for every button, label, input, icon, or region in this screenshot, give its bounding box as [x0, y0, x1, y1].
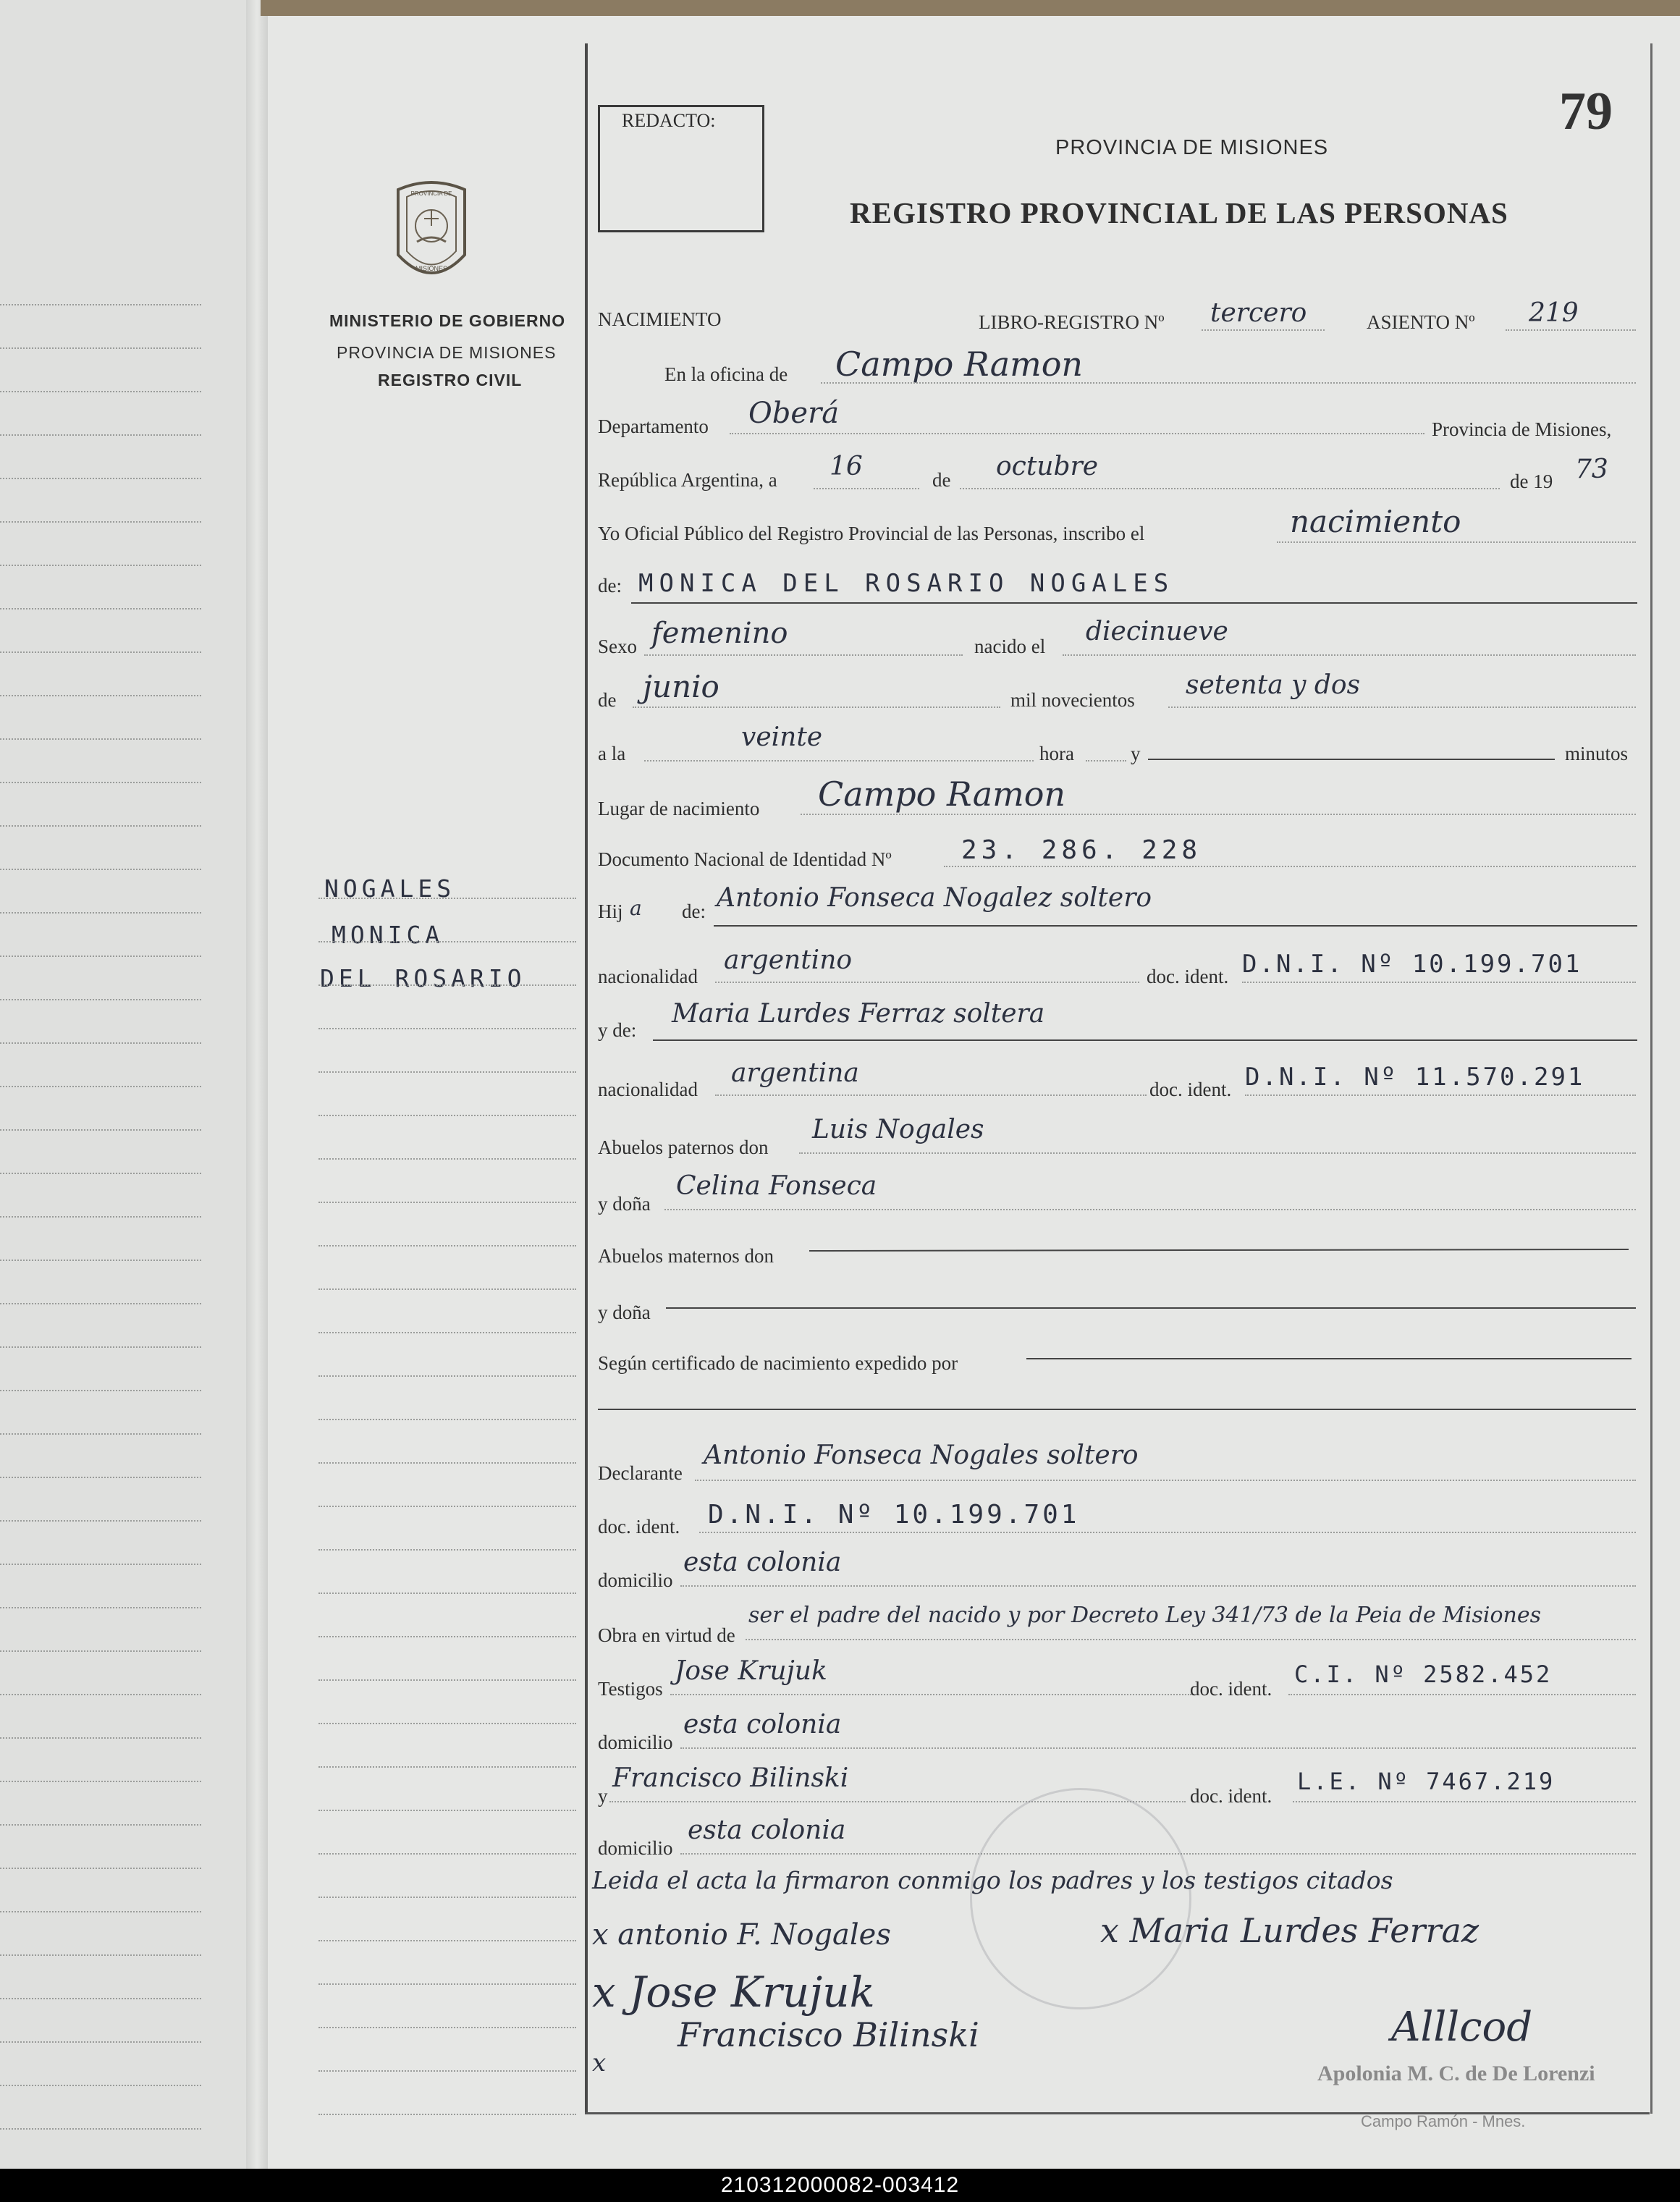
signature-father: x antonio F. Nogales: [592, 1918, 891, 1952]
sexo-line: [644, 654, 963, 657]
left-rule-line: [0, 999, 201, 1002]
left-page: [0, 0, 261, 2169]
margin-rule-line: [318, 1028, 576, 1031]
doc-padre-line: [1242, 982, 1636, 984]
left-rule-line: [0, 651, 201, 654]
left-rule-line: [0, 1129, 201, 1132]
obra-value: ser el padre del nacido y por Decreto Ley 341/73 de la Peia de Misiones: [748, 1603, 1541, 1628]
header-provincia: PROVINCIA DE MISIONES: [1055, 136, 1329, 159]
provincia-misiones-label: Provincia de Misiones,: [1432, 418, 1612, 440]
margin-rule-line: [318, 1332, 576, 1335]
doc-t1-label: doc. ident.: [1190, 1678, 1272, 1700]
left-rule-line: [0, 738, 201, 741]
page-number: 79: [1559, 82, 1613, 141]
left-rule-line: [0, 2041, 201, 2044]
doc-madre-value: D.N.I. Nº 11.570.291: [1245, 1063, 1585, 1092]
left-rule-line: [0, 1520, 201, 1523]
doc-decl-label: doc. ident.: [598, 1516, 680, 1537]
margin-rule-line: [318, 941, 576, 944]
oficina-label: En la oficina de: [664, 363, 788, 385]
dni-label: Documento Nacional de Identidad Nº: [598, 848, 892, 870]
left-rule-line: [0, 1781, 201, 1784]
testigo1-value: Jose Krujuk: [675, 1656, 827, 1686]
mil-novecientos-label: mil novecientos: [1010, 689, 1135, 711]
domicilio-line: [680, 1585, 1636, 1588]
sexo-label: Sexo: [598, 636, 637, 657]
left-rule-line: [0, 1477, 201, 1480]
lugar-label: Lugar de nacimiento: [598, 798, 760, 819]
mes-value: octubre: [996, 452, 1099, 481]
yo-oficial-label: Yo Oficial Público del Registro Provincial de las Personas, inscribo el: [598, 523, 1145, 544]
doc-madre-line: [1245, 1094, 1636, 1097]
margin-rule-line: [318, 898, 576, 900]
left-rule-line: [0, 565, 201, 568]
madre-value: Maria Lurdes Ferraz soltera: [672, 999, 1045, 1029]
y-de-label: y de:: [598, 1019, 637, 1041]
mes-nac-value: junio: [643, 669, 719, 704]
hora-line: [644, 760, 1034, 763]
signature-mother: x Maria Lurdes Ferraz: [1100, 1911, 1480, 1950]
y-dona-label-2: y doña: [598, 1302, 651, 1323]
left-rule-line: [0, 1998, 201, 2001]
left-rule-line: [0, 869, 201, 872]
hora-value: veinte: [741, 722, 823, 752]
redacto-box: [598, 105, 764, 232]
left-rule-line: [0, 608, 201, 611]
hora-num-line: [1086, 760, 1126, 763]
margin-rule-line: [318, 1810, 576, 1813]
republica-label: República Argentina, a: [598, 469, 777, 491]
minutos-line: [1148, 759, 1555, 762]
asiento-line: [1506, 329, 1636, 332]
inscribo-line: [1277, 541, 1636, 544]
nacionalidad-padre-line: [715, 982, 1139, 984]
nacionalidad-label: nacionalidad: [598, 966, 698, 987]
margin-note-surname: NOGALES: [324, 874, 456, 903]
left-rule-line: [0, 1086, 201, 1089]
anio-nac-line: [1168, 706, 1636, 709]
margin-rule-line: [318, 1679, 576, 1682]
left-rule-line: [0, 695, 201, 698]
y-label: y: [1131, 743, 1141, 764]
official-stamp: [970, 1788, 1191, 2009]
dni-value: 23. 286. 228: [961, 835, 1202, 865]
left-rule-line: [0, 1824, 201, 1827]
left-rule-line: [0, 521, 201, 524]
doc-t2-label: doc. ident.: [1190, 1785, 1272, 1807]
margin-rule-line: [318, 1288, 576, 1291]
margin-note-name2: DEL ROSARIO: [320, 964, 526, 992]
padre-value: Antonio Fonseca Nogalez soltero: [717, 883, 1152, 913]
left-rule-line: [0, 1433, 201, 1436]
lugar-line: [801, 814, 1636, 817]
domicilio-t1-label: domicilio: [598, 1731, 673, 1753]
signature-witness2-mark: x: [592, 2049, 607, 2077]
segun-strike: [1026, 1358, 1632, 1361]
left-rule-line: [0, 1911, 201, 1914]
left-rule-line: [0, 1346, 201, 1349]
left-rule-line: [0, 1650, 201, 1653]
margin-rule-line: [318, 1158, 576, 1161]
mes-nac-line: [633, 706, 1000, 709]
doc-decl-line: [699, 1532, 1636, 1535]
left-rule-line: [0, 304, 201, 307]
margin-rule-line: [318, 1506, 576, 1509]
left-rule-line: [0, 391, 201, 394]
declarante-line: [695, 1480, 1636, 1482]
a-la-label: a la: [598, 743, 626, 764]
redacto-label: REDACTO:: [622, 110, 716, 131]
document-id: 210312000082-003412: [720, 2173, 960, 2197]
left-rule-line: [0, 1694, 201, 1697]
testigo2-value: Francisco Bilinski: [612, 1763, 849, 1793]
left-rule-line: [0, 912, 201, 915]
sexo-value: femenino: [651, 617, 788, 650]
left-rule-line: [0, 1173, 201, 1176]
mes-line: [960, 488, 1500, 491]
dni-line: [944, 866, 1636, 869]
doc-t1-value: C.I. Nº 2582.452: [1294, 1661, 1553, 1688]
lugar-value: Campo Ramon: [818, 775, 1066, 814]
libro-line: [1202, 329, 1325, 332]
coat-of-arms-emblem: [391, 175, 472, 291]
margin-rule-line: [318, 1940, 576, 1943]
obra-label: Obra en virtud de: [598, 1624, 735, 1646]
left-rule-line: [0, 1260, 201, 1262]
domicilio-t1-line: [680, 1747, 1636, 1750]
margin-rule-line: [318, 1723, 576, 1726]
hora-label: hora: [1039, 743, 1074, 764]
left-rule-line: [0, 1042, 201, 1045]
left-rule-line: [0, 347, 201, 350]
nacimiento-label: NACIMIENTO: [598, 308, 722, 330]
abuelo-paterno-line: [799, 1152, 1636, 1155]
margin-rule-line: [318, 2114, 576, 2117]
domicilio-t2-label: domicilio: [598, 1837, 673, 1859]
inscribo-value: nacimiento: [1290, 504, 1461, 539]
margin-rule-line: [318, 1115, 576, 1118]
margin-rule-line: [318, 1766, 576, 1769]
domicilio-t1-value: esta colonia: [683, 1710, 842, 1739]
oficina-line: [821, 382, 1636, 385]
padre-line: [714, 925, 1637, 928]
margin-rule-line: [318, 1636, 576, 1639]
de-label-2: de: [598, 689, 617, 711]
declarante-value: Antonio Fonseca Nogales soltero: [704, 1440, 1139, 1470]
hij-label: Hij: [598, 900, 623, 922]
margin-rule-line: [318, 1593, 576, 1595]
left-rule-line: [0, 1607, 201, 1610]
nacionalidad-padre-value: argentino: [724, 945, 853, 975]
margin-rule-line: [318, 1549, 576, 1552]
official-name-stamp: Apolonia M. C. de De Lorenzi: [1317, 2062, 1595, 2085]
doc-t2-line: [1293, 1801, 1636, 1804]
margin-rule-line: [318, 1071, 576, 1074]
margin-rule-line: [318, 1202, 576, 1205]
nacionalidad-label-2: nacionalidad: [598, 1079, 698, 1100]
left-rule-line: [0, 1868, 201, 1870]
margin-note-name: MONICA: [332, 921, 444, 949]
de-label: de: [932, 469, 951, 491]
nacido-value: diecinueve: [1086, 617, 1228, 646]
signature-witness2: Francisco Bilinski: [678, 2015, 979, 2054]
left-rule-line: [0, 2128, 201, 2131]
left-rule-line: [0, 2085, 201, 2088]
emblem-bottom-text: MISIONES: [415, 265, 448, 272]
emblem-top-text: PROVINCIA DE: [410, 190, 452, 197]
dia-value: 16: [830, 452, 863, 481]
top-edge: [261, 0, 1680, 16]
left-rule-line: [0, 1564, 201, 1566]
margin-rule-line: [318, 1462, 576, 1465]
nombre-value: MONICA DEL ROSARIO NOGALES: [638, 569, 1175, 598]
y-dona-label: y doña: [598, 1193, 651, 1215]
libro-value: tercero: [1210, 298, 1307, 328]
nombre-line: [631, 602, 1637, 605]
asiento-label: ASIENTO Nº: [1367, 311, 1475, 333]
de-padre-label: de:: [682, 900, 706, 922]
declarante-label: Declarante: [598, 1462, 683, 1484]
nacionalidad-madre-value: argentina: [731, 1058, 859, 1088]
margin-rule-line: [318, 1853, 576, 1856]
abuelo-paterno-value: Luis Nogales: [812, 1115, 984, 1144]
ministerio-label: MINISTERIO DE GOBIERNO: [329, 311, 566, 330]
segun-label: Según certificado de nacimiento expedido por: [598, 1352, 958, 1374]
left-rule-line: [0, 478, 201, 481]
madre-line: [653, 1039, 1637, 1042]
testigo1-line: [670, 1694, 1191, 1697]
left-rule-line: [0, 434, 201, 437]
segun-strike-2: [598, 1409, 1636, 1412]
abuelos-paternos-label: Abuelos paternos don: [598, 1136, 769, 1158]
libro-label: LIBRO-REGISTRO Nº: [979, 311, 1165, 333]
margin-rule-line: [318, 2070, 576, 2073]
margin-rule-line: [318, 1419, 576, 1422]
de-year-label: de 19: [1510, 471, 1553, 492]
asiento-value: 219: [1529, 298, 1579, 328]
left-rule-line: [0, 1390, 201, 1393]
doc-ident-label-2: doc. ident.: [1149, 1079, 1232, 1100]
nacido-line: [1063, 654, 1636, 657]
margin-rule-line: [318, 1375, 576, 1378]
left-rule-line: [0, 1737, 201, 1740]
left-rule-line: [0, 782, 201, 785]
left-rule-line: [0, 1303, 201, 1306]
header-registro: REGISTRO PROVINCIAL DE LAS PERSONAS: [850, 196, 1508, 229]
left-rule-line: [0, 1954, 201, 1957]
abuela-paterna-value: Celina Fonseca: [676, 1171, 877, 1201]
hij-suffix: a: [630, 896, 642, 920]
nacido-label: nacido el: [974, 636, 1046, 657]
left-rule-line: [0, 825, 201, 828]
domicilio-t2-value: esta colonia: [688, 1815, 846, 1845]
book-gutter: [246, 0, 268, 2169]
nacionalidad-madre-line: [715, 1094, 1147, 1097]
margin-rule-line: [318, 1245, 576, 1248]
de-colon-label: de:: [598, 575, 622, 596]
doc-t2-value: L.E. Nº 7467.219: [1297, 1768, 1556, 1795]
abuelos-maternos-label: Abuelos maternos don: [598, 1245, 774, 1267]
doc-decl-value: D.N.I. Nº 10.199.701: [708, 1500, 1080, 1530]
official-office-stamp: Campo Ramón - Mnes.: [1361, 2112, 1526, 2130]
y-label-2: y: [598, 1785, 608, 1807]
provincia-label: PROVINCIA DE MISIONES: [337, 343, 557, 362]
obra-line: [746, 1639, 1636, 1642]
anio-nac-value: setenta y dos: [1186, 670, 1361, 700]
departamento-line: [730, 433, 1424, 436]
doc-ident-label: doc. ident.: [1147, 966, 1229, 987]
abuela-materna-strike: [666, 1307, 1636, 1310]
margin-rule-line: [318, 984, 576, 987]
left-rule-line: [0, 1216, 201, 1219]
abuela-paterna-line: [664, 1209, 1636, 1212]
doc-t1-line: [1288, 1694, 1636, 1697]
minutos-label: minutos: [1565, 743, 1629, 764]
doc-padre-value: D.N.I. Nº 10.199.701: [1242, 950, 1582, 979]
dia-line: [814, 488, 919, 491]
domicilio-label: domicilio: [598, 1569, 673, 1591]
domicilio-value: esta colonia: [683, 1548, 842, 1577]
margin-rule-line: [318, 2027, 576, 2030]
departamento-value: Oberá: [748, 397, 840, 430]
year-value: 73: [1575, 455, 1608, 484]
testigos-label: Testigos: [598, 1678, 663, 1700]
signature-witness1: x Jose Krujuk: [592, 1967, 875, 2017]
left-rule-line: [0, 956, 201, 958]
departamento-label: Departamento: [598, 415, 709, 437]
signature-official: Alllcod: [1391, 2004, 1533, 2051]
footer-bar: [0, 2169, 1680, 2202]
registro-civil-label: REGISTRO CIVIL: [378, 371, 523, 389]
margin-rule-line: [318, 1983, 576, 1986]
leida-text: Leida el acta la firmaron conmigo los padres y los testigos citados: [592, 1866, 1393, 1894]
oficina-value: Campo Ramon: [835, 345, 1084, 384]
margin-rule-line: [318, 1897, 576, 1899]
